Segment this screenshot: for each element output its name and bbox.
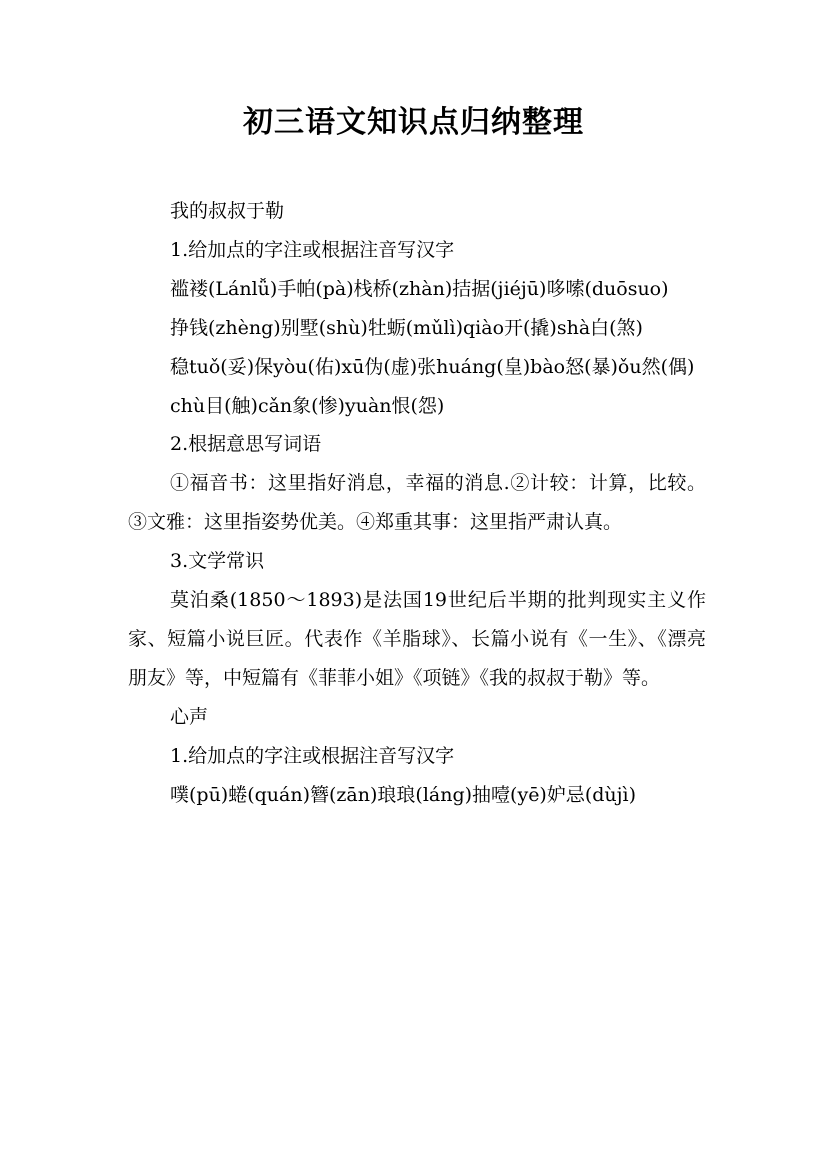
document-body — [128, 192, 706, 815]
literature-paragraph: 莫泊桑(1850～1893)是法国19世纪后半期的批判现实主义作家、短篇小说巨匠。代表作《羊脂球》、长篇小说有《一生》、《漂亮朋友》等，中短篇有《菲菲小姐》《项链》《我的叔叔于勒》等。 — [128, 589, 706, 689]
vocab-line: 稳tuǒ(妥)保yòu(佑)xū伪(虚)张huáng(皇)bào怒(暴)ǒu然(偶) — [170, 355, 695, 378]
exercise-heading-pinyin: 1.给加点的字注或根据注音写汉字 — [170, 238, 455, 261]
section-heading-voice-of-heart: 心声 — [170, 705, 209, 728]
meanings-paragraph: ①福音书：这里指好消息，幸福的消息.②计较：计算，比较。③文雅：这里指姿势优美。④郑重其事：这里指严肃认真。 — [128, 472, 706, 534]
exercise-heading-meanings: 2.根据意思写词语 — [170, 433, 322, 456]
vocab-line: 褴褛(Lánlǚ)手帕(pà)栈桥(zhàn)拮据(jiéjū)哆嗦(duōsuo) — [170, 277, 669, 300]
exercise-heading-literature: 3.文学常识 — [170, 550, 265, 573]
section-heading-my-uncle-jules: 我的叔叔于勒 — [170, 200, 285, 222]
document-title: 初三语文知识点归纳整理 — [243, 105, 584, 140]
vocab-line: 噗(pū)蜷(quán)簪(zān)琅琅(láng)抽噎(yē)妒忌(dùjì) — [170, 783, 637, 806]
vocab-line: 挣钱(zhèng)别墅(shù)牡蛎(mǔlì)qiào开(撬)shà白(煞) — [170, 316, 643, 339]
exercise-heading-pinyin: 1.给加点的字注或根据注音写汉字 — [170, 744, 455, 767]
vocab-line: chù目(触)cǎn象(惨)yuàn恨(怨) — [170, 394, 445, 417]
